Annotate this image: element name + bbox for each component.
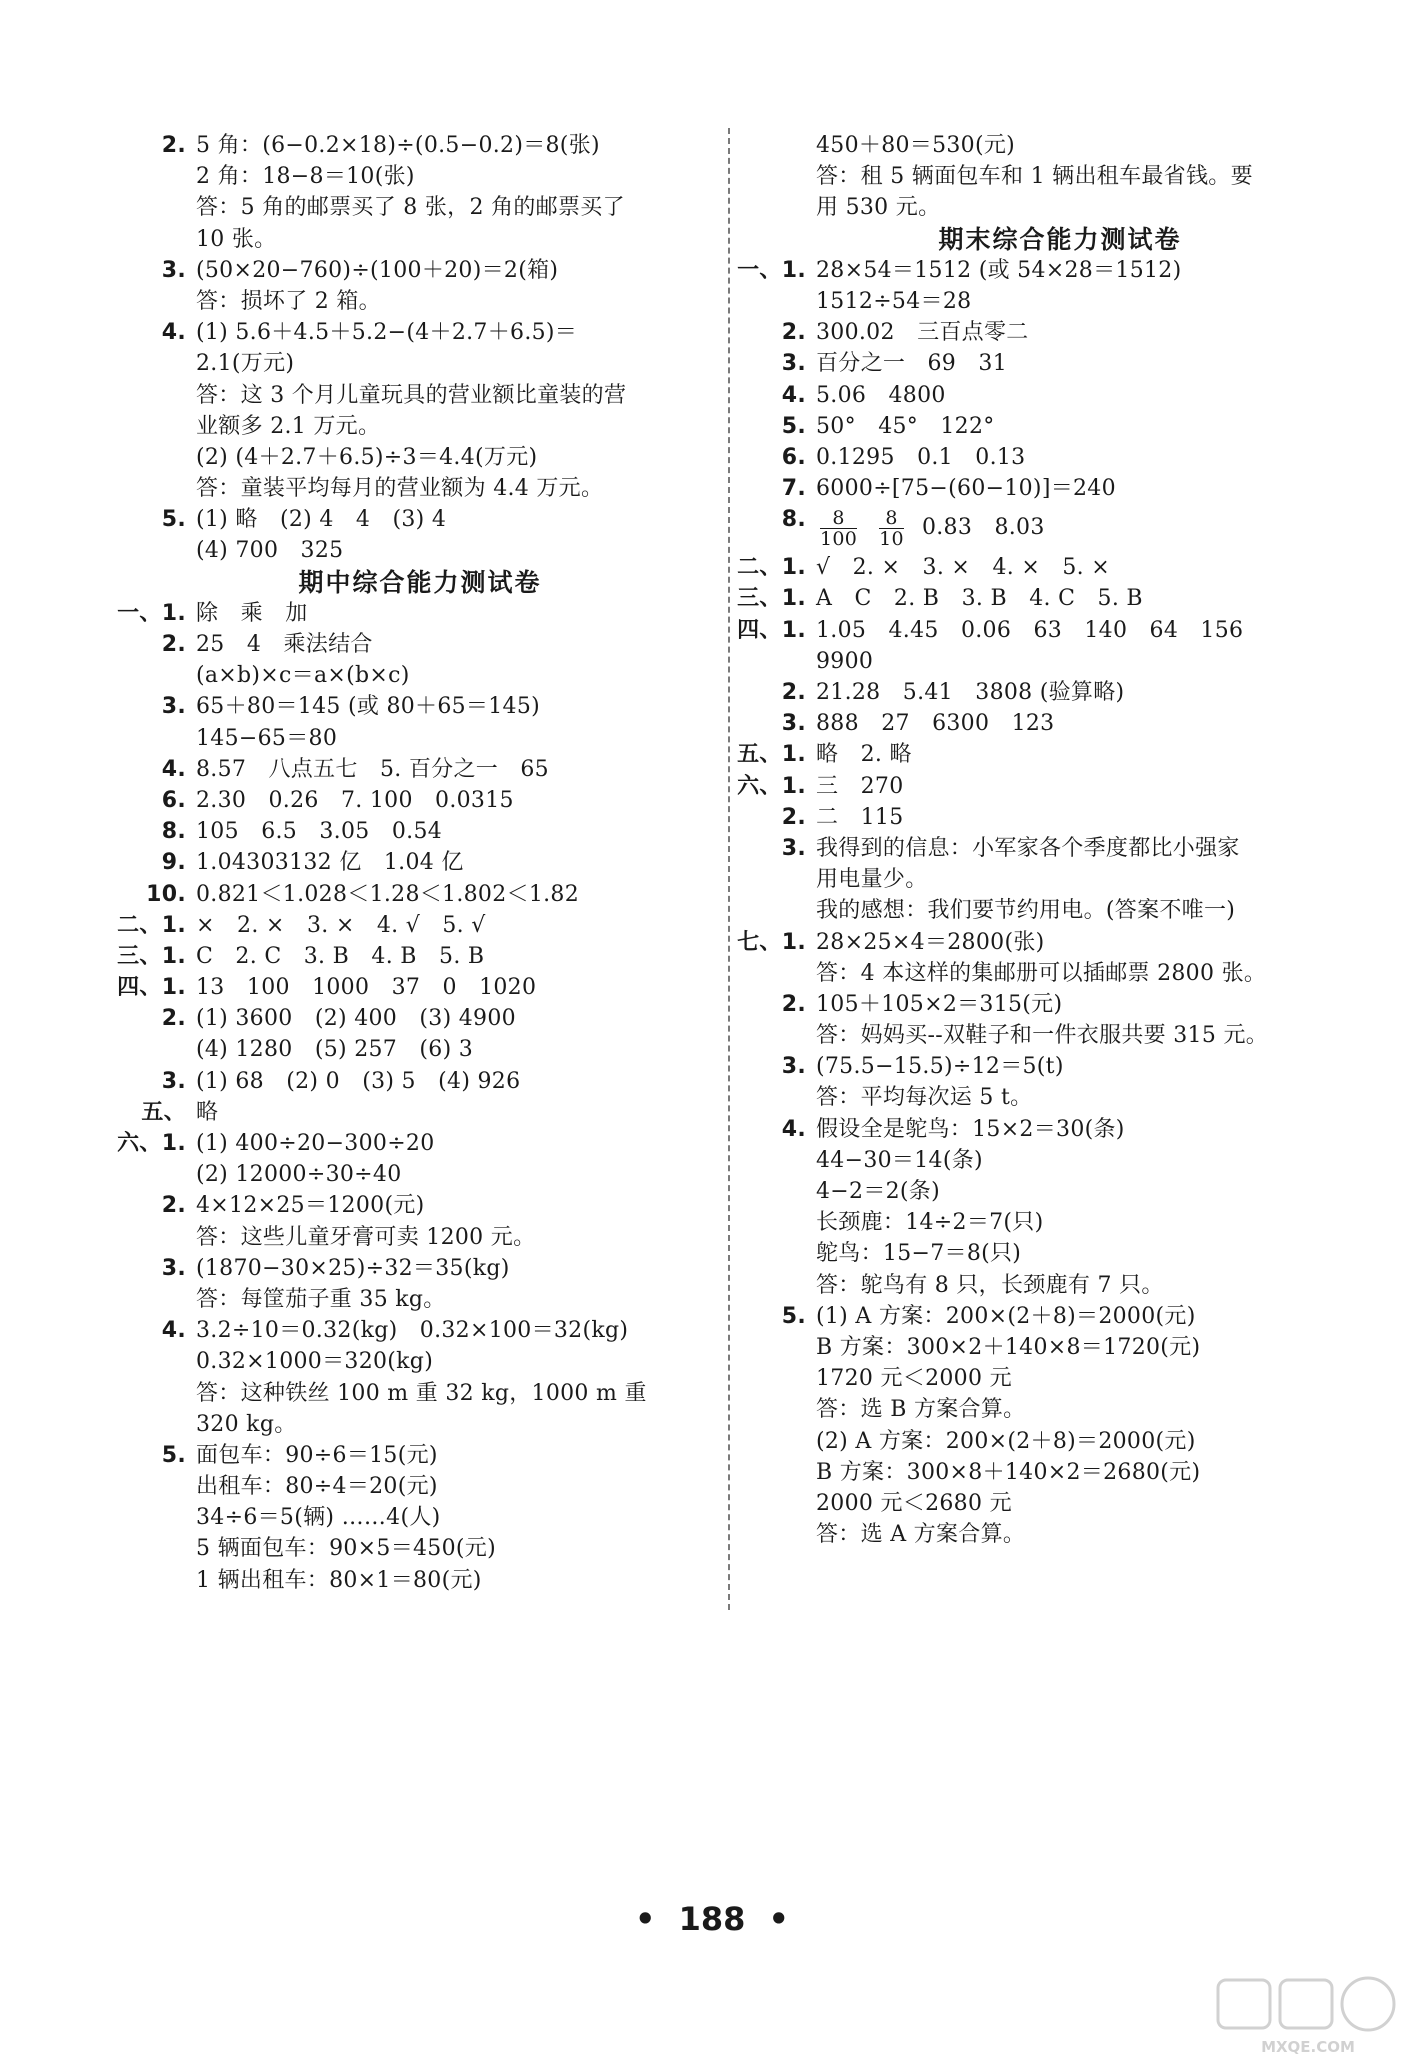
answer-line [140, 1034, 700, 1065]
answer-line [140, 847, 700, 878]
item-number: 2. [781, 804, 806, 830]
answer-text: 300.02 三百点零二 [816, 320, 1029, 346]
answer-text: 答：鸵鸟有 8 只，长颈鹿有 7 只。 [816, 1272, 1164, 1298]
item-number: 三、1. [117, 943, 186, 969]
answer-text: (4) 700 325 [196, 538, 344, 564]
answer-line [140, 1471, 700, 1502]
answer-text: 答：每筐茄子重 35 kg。 [196, 1286, 446, 1312]
answer-line [760, 1332, 1360, 1363]
answer-line [760, 895, 1360, 926]
item-number: 五、1. [737, 742, 806, 768]
answer-text [816, 506, 1045, 550]
answer-text: 1 辆出租车：80×1＝80(元) [196, 1567, 482, 1593]
item-number: 4. [161, 320, 186, 346]
answer-line [760, 708, 1360, 739]
answer-text: 答：损坏了 2 箱。 [196, 288, 381, 314]
answer-text: 略 2. 略 [816, 742, 912, 768]
answer-line [760, 1394, 1360, 1425]
answer-line [760, 1238, 1360, 1269]
answer-line [140, 442, 700, 473]
item-number: 一、1. [117, 600, 186, 626]
answer-text: 答：童装平均每月的营业额为 4.4 万元。 [196, 476, 604, 502]
answer-line [760, 1270, 1360, 1301]
answer-line [760, 192, 1360, 223]
answer-text: (75.5−15.5)÷12＝5(t) [816, 1054, 1064, 1080]
answer-text: 略 [196, 1099, 219, 1125]
answer-line [737, 583, 1360, 614]
fraction [879, 508, 904, 549]
item-number: 4. [781, 1116, 806, 1142]
answer-text: 5.06 4800 [816, 382, 946, 408]
answer-text: B 方案：300×2＋140×8＝1720(元) [816, 1334, 1201, 1360]
item-number: 2. [161, 1193, 186, 1219]
answer-text: 5 辆面包车：90×5＝450(元) [196, 1536, 496, 1562]
answer-text: 0.1295 0.1 0.13 [816, 444, 1026, 470]
answer-line [140, 785, 700, 816]
answer-line [760, 1207, 1360, 1238]
page-number: 188 [678, 1900, 746, 1938]
answer-line [760, 1488, 1360, 1519]
answer-text: 2000 元＜2680 元 [816, 1490, 1012, 1516]
answer-text: (50×20−760)÷(100＋20)＝2(箱) [196, 257, 559, 283]
answer-text: (1) 略 (2) 4 4 (3) 4 [196, 507, 447, 533]
answer-text: 6000÷[75−(60−10)]＝240 [816, 476, 1116, 502]
answer-line [140, 816, 700, 847]
page-number-dot-right: • [768, 1900, 789, 1938]
answer-line [140, 1346, 700, 1377]
answer-line [140, 192, 700, 223]
answer-line [760, 989, 1360, 1020]
answer-line [140, 629, 700, 660]
answer-line [760, 833, 1360, 864]
answer-line [760, 864, 1360, 895]
answer-line [760, 411, 1360, 442]
answer-text: 出租车：80÷4＝20(元) [196, 1474, 438, 1500]
item-number: 3. [781, 1054, 806, 1080]
answer-line [760, 646, 1360, 677]
answer-text: 假设全是鸵鸟：15×2＝30(条) [816, 1116, 1125, 1142]
item-number: 二、1. [737, 555, 806, 581]
item-number: 5. [161, 507, 186, 533]
answer-text: 我的感想：我们要节约用电。(答案不唯一) [816, 898, 1236, 924]
answer-text: 50° 45° 122° [816, 413, 995, 439]
answer-text: C 2. C 3. B 4. B 5. B [196, 943, 485, 969]
answer-line [140, 1253, 700, 1284]
item-number: 5. [781, 413, 806, 439]
item-number: 3. [781, 711, 806, 737]
answer-text: 1512÷54＝28 [816, 288, 972, 314]
answer-text: 用 530 元。 [816, 195, 941, 221]
answer-line [760, 677, 1360, 708]
answer-text: 答：这种铁丝 100 m 重 32 kg，1000 m 重 [196, 1380, 647, 1406]
answer-text: 0.32×1000＝320(kg) [196, 1349, 434, 1375]
right-column [737, 130, 1360, 1550]
column-divider [728, 128, 730, 1610]
item-number: 9. [161, 850, 186, 876]
answer-line [760, 504, 1360, 552]
answer-text: 答：这 3 个月儿童玩具的营业额比童装的营 [196, 382, 627, 408]
answer-text: 用电量少。 [816, 867, 928, 893]
answer-line [140, 723, 700, 754]
answer-text: (1870−30×25)÷32＝35(kg) [196, 1255, 510, 1281]
answer-line [760, 473, 1360, 504]
answer-line [140, 1409, 700, 1440]
item-number: 2. [781, 320, 806, 346]
answer-text: 除 乘 加 [196, 600, 308, 626]
answer-line [140, 1533, 700, 1564]
answer-line [140, 660, 700, 691]
answer-text: 450＋80＝530(元) [816, 133, 1016, 158]
item-number: 六、1. [737, 773, 806, 799]
answer-line [760, 1082, 1360, 1113]
answer-line [737, 771, 1360, 802]
answer-line [760, 1176, 1360, 1207]
answer-line [140, 1284, 700, 1315]
answer-line [117, 598, 700, 629]
item-number: 三、1. [737, 586, 806, 612]
answer-line [760, 1020, 1360, 1051]
answer-text: 105＋105×2＝315(元) [816, 991, 1063, 1017]
fraction-numerator: 8 [879, 508, 904, 529]
answer-text: 21.28 5.41 3808 (验算略) [816, 680, 1125, 705]
watermark-logo [1212, 1972, 1402, 2058]
item-number: 四、1. [117, 975, 186, 1001]
item-number: 7. [781, 476, 806, 502]
answer-text: 13 100 1000 37 0 1020 [196, 975, 537, 1001]
answer-text: 8.57 八点五七 5. 百分之一 65 [196, 756, 549, 782]
item-number: 3. [161, 257, 186, 283]
answer-text: √ 2. × 3. × 4. × 5. × [816, 555, 1110, 581]
answer-text: 答：4 本这样的集邮册可以插邮票 2800 张。 [816, 960, 1267, 986]
answer-line [760, 161, 1360, 192]
answer-text: 百分之一 69 31 [816, 351, 1007, 377]
item-number: 4. [161, 756, 186, 782]
answer-line [140, 130, 700, 161]
answer-line [117, 972, 700, 1003]
item-number: 2. [781, 991, 806, 1017]
answer-line [760, 1457, 1360, 1488]
answer-text: 答：选 A 方案合算。 [816, 1522, 1026, 1548]
page-footer [0, 1900, 1424, 1938]
item-number: 六、1. [117, 1131, 186, 1156]
item-number: 3. [161, 1255, 186, 1281]
answer-line [140, 1003, 700, 1034]
answer-text: × 2. × 3. × 4. √ 5. √ [196, 912, 486, 938]
answer-line [760, 1114, 1360, 1145]
item-number: 四、1. [737, 617, 806, 643]
answer-text: (a×b)×c＝a×(b×c) [196, 663, 410, 689]
answer-text: 答：这些儿童牙膏可卖 1200 元。 [196, 1224, 536, 1250]
answer-line [140, 1159, 700, 1190]
answer-text: (1) 68 (2) 0 (3) 5 (4) 926 [196, 1068, 521, 1094]
item-number: 3. [781, 835, 806, 861]
answer-line [760, 1051, 1360, 1082]
answer-line [140, 879, 700, 910]
page-number-dot-left: • [635, 1900, 656, 1938]
answer-line [760, 1301, 1360, 1332]
answer-line [760, 317, 1360, 348]
answer-text: 二 115 [816, 804, 904, 830]
answer-line [140, 1440, 700, 1471]
answer-line [140, 1315, 700, 1346]
answer-line [140, 224, 700, 255]
item-number: 3. [161, 694, 186, 720]
item-number: 3. [161, 1068, 186, 1094]
answer-line [760, 1426, 1360, 1457]
answer-line [140, 1502, 700, 1533]
answer-text: 34÷6＝5(辆) ……4(人) [196, 1505, 441, 1531]
answer-text: 2.30 0.26 7. 100 0.0315 [196, 787, 514, 813]
answer-text: 答：租 5 辆面包车和 1 辆出租车最省钱。要 [816, 164, 1253, 190]
answer-line [760, 1145, 1360, 1176]
item-number: 3. [781, 351, 806, 377]
answer-text: 4−2＝2(条) [816, 1179, 940, 1204]
answer-text: 5 角：(6−0.2×18)÷(0.5−0.2)＝8(张) [196, 133, 600, 158]
answer-text: (1) 3600 (2) 400 (3) 4900 [196, 1006, 516, 1032]
answer-text: 业额多 2.1 万元。 [196, 413, 381, 439]
answer-text: 320 kg。 [196, 1411, 297, 1437]
answer-line [760, 380, 1360, 411]
answer-text-rest: 0.83 8.03 [921, 515, 1045, 541]
fraction-numerator: 8 [820, 508, 857, 529]
answer-text: (1) A 方案：200×(2＋8)＝2000(元) [816, 1303, 1196, 1329]
item-number: 一、1. [737, 257, 806, 283]
answer-text: 28×25×4＝2800(张) [816, 929, 1045, 955]
answer-line [737, 552, 1360, 583]
section-title: 期中综合能力测试卷 [298, 567, 542, 597]
answer-text: (2) A 方案：200×(2＋8)＝2000(元) [816, 1428, 1196, 1454]
answer-text: 145−65＝80 [196, 725, 338, 751]
item-number: 8. [161, 819, 186, 845]
answer-line [140, 1066, 700, 1097]
answer-text: 答：5 角的邮票买了 8 张，2 角的邮票买了 [196, 195, 625, 221]
answer-text: 4×12×25＝1200(元) [196, 1193, 425, 1219]
answer-line [140, 473, 700, 504]
answer-line [140, 1097, 700, 1128]
item-number: 6. [781, 444, 806, 470]
answer-line [140, 1190, 700, 1221]
item-number: 4. [781, 382, 806, 408]
item-number: 10. [146, 881, 186, 907]
answer-line [760, 286, 1360, 317]
section-title: 期末综合能力测试卷 [938, 224, 1182, 254]
answer-text: (1) 400÷20−300÷20 [196, 1131, 435, 1156]
answer-line [140, 504, 700, 535]
answer-text: 答：妈妈买--双鞋子和一件衣服共要 315 元。 [816, 1023, 1269, 1049]
item-number: 5. [781, 1303, 806, 1329]
answer-text: (2) (4＋2.7＋6.5)÷3＝4.4(万元) [196, 444, 538, 470]
answer-line [140, 754, 700, 785]
item-number: 2. [161, 632, 186, 657]
item-number: 8. [781, 507, 806, 533]
answer-text: 鸵鸟：15−7＝8(只) [816, 1241, 1022, 1267]
answer-text: 答：选 B 方案合算。 [816, 1397, 1026, 1423]
answer-text: (2) 12000÷30÷40 [196, 1162, 402, 1188]
answer-text: 2 角：18−8＝10(张) [196, 164, 415, 190]
answer-line [737, 255, 1360, 286]
item-number: 2. [781, 680, 806, 705]
answer-line [760, 348, 1360, 379]
answer-text: 面包车：90÷6＝15(元) [196, 1442, 438, 1468]
answer-text: 答：平均每次运 5 t。 [816, 1085, 1033, 1111]
answer-line [760, 130, 1360, 161]
item-number: 五、 [141, 1099, 186, 1125]
answer-text: 44−30＝14(条) [816, 1147, 983, 1173]
answer-text: 2.1(万元) [196, 351, 295, 377]
item-number: 2. [161, 1006, 186, 1032]
answer-line [117, 1128, 700, 1159]
answer-line [117, 941, 700, 972]
answer-line [140, 1565, 700, 1596]
watermark-text: MXQE.COM [1261, 2038, 1355, 2056]
answer-text: 65＋80＝145 (或 80＋65＝145) [196, 694, 541, 720]
answer-text: 1.04303132 亿 1.04 亿 [196, 850, 464, 876]
answer-line [140, 1378, 700, 1409]
answer-line [760, 1519, 1360, 1550]
left-column [117, 130, 700, 1596]
answer-line [140, 348, 700, 379]
item-number: 2. [161, 133, 186, 158]
answer-text: 10 张。 [196, 226, 277, 252]
answer-line [117, 910, 700, 941]
answer-line [140, 286, 700, 317]
answer-text: 我得到的信息：小军家各个季度都比小强家 [816, 835, 1240, 861]
answer-text: (1) 5.6＋4.5＋5.2−(4＋2.7＋6.5)＝ [196, 320, 578, 346]
answer-line [760, 958, 1360, 989]
answer-line [140, 411, 700, 442]
answer-text: 28×54＝1512 (或 54×28＝1512) [816, 257, 1182, 283]
answer-line [140, 691, 700, 722]
answer-line [760, 442, 1360, 473]
answer-text: 0.821＜1.028＜1.28＜1.802＜1.82 [196, 881, 580, 907]
answer-line [760, 1363, 1360, 1394]
answer-text: 888 27 6300 123 [816, 711, 1055, 737]
answer-text: B 方案：300×8＋140×2＝2680(元) [816, 1459, 1201, 1485]
item-number: 二、1. [117, 912, 186, 938]
answer-text: 9900 [816, 648, 874, 674]
item-number: 5. [161, 1442, 186, 1468]
item-number: 6. [161, 787, 186, 813]
answer-line [140, 535, 700, 566]
answer-line [140, 380, 700, 411]
fraction [820, 508, 857, 549]
item-number: 4. [161, 1318, 186, 1344]
answer-text: (4) 1280 (5) 257 (6) 3 [196, 1037, 474, 1063]
fraction-denominator: 100 [820, 527, 858, 550]
answer-text: 105 6.5 3.05 0.54 [196, 819, 443, 845]
answer-text: 1720 元＜2000 元 [816, 1366, 1012, 1392]
answer-line [140, 255, 700, 286]
answer-text: 三 270 [816, 773, 904, 799]
fraction-denominator: 10 [879, 527, 904, 550]
answer-text: 1.05 4.45 0.06 63 140 64 156 [816, 617, 1244, 643]
answer-line [140, 161, 700, 192]
answer-line [737, 615, 1360, 646]
answer-text: A C 2. B 3. B 4. C 5. B [816, 586, 1143, 612]
item-number: 七、1. [737, 929, 806, 955]
answer-line [760, 802, 1360, 833]
answer-line [140, 1222, 700, 1253]
answer-text: 25 4 乘法结合 [196, 632, 373, 657]
answer-line [737, 927, 1360, 958]
answer-text: 长颈鹿：14÷2＝7(只) [816, 1210, 1044, 1236]
answer-line [737, 739, 1360, 770]
answer-line [140, 317, 700, 348]
answer-text: 3.2÷10＝0.32(kg) 0.32×100＝32(kg) [196, 1318, 629, 1344]
